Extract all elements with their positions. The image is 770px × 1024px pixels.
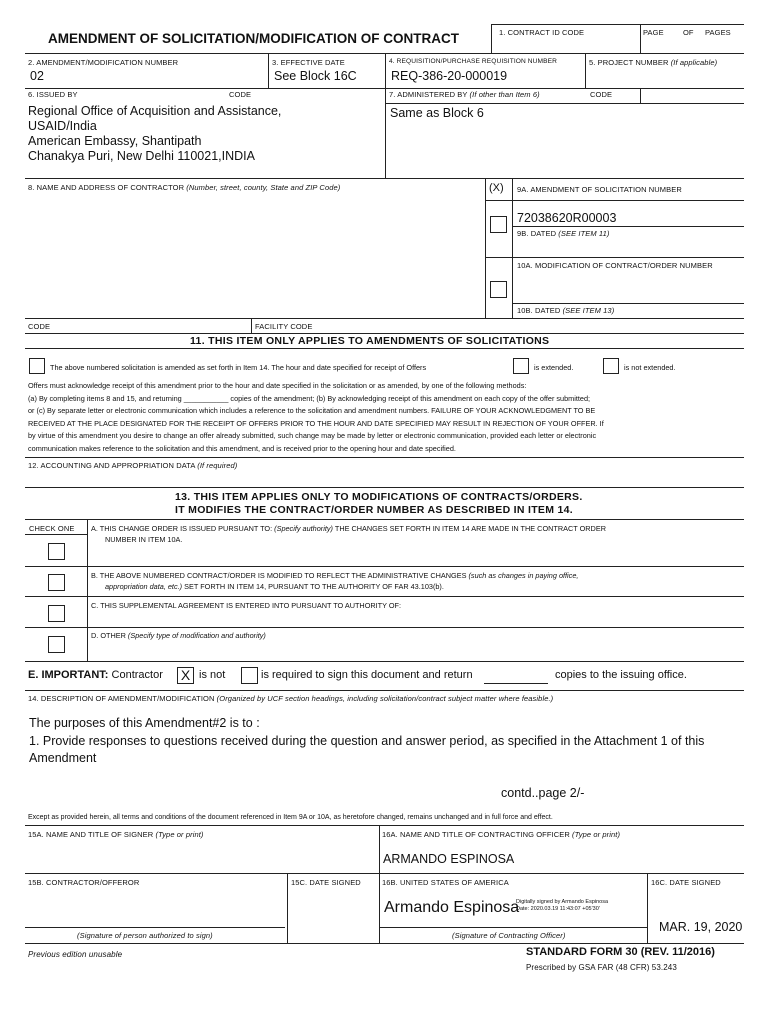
x-mark-header: (X) [489, 182, 504, 194]
copies-blank[interactable] [484, 683, 548, 684]
page-label: PAGE [643, 28, 664, 37]
effective-date-value: See Block 16C [274, 69, 357, 83]
rule [25, 596, 744, 597]
item13b-line1: B. THE ABOVE NUMBERED CONTRACT/ORDER IS MODIFIED TO REFLECT THE ADMINISTRATIVE CHANGES (such as changes in paying office, [91, 571, 579, 580]
officer-name-value: ARMANDO ESPINOSA [383, 852, 515, 866]
rule [379, 825, 380, 943]
item11-para-line: by virtue of this amendment you desire to change an offer already submitted, such change may be made by letter or electronic communication, provided each letter or electronic [28, 431, 597, 440]
rule [287, 873, 288, 943]
item14-label: 14. DESCRIPTION OF AMENDMENT/MODIFICATION (Organized by UCF section headings, including solicitation/contract subject matter where feasible.) [28, 694, 554, 703]
item14-line3: Amendment [29, 751, 97, 765]
rule [485, 200, 744, 201]
item11-para-line: or (c) By separate letter or electronic communication which includes a reference to the solicitation and amendment numbers. FAILURE OF YOUR ACKNOWLEDGMENT TO BE [28, 406, 596, 415]
dated-10b-label: 10B. DATED (SEE ITEM 13) [517, 306, 615, 315]
check-one-label: CHECK ONE [29, 524, 75, 533]
rule [25, 519, 744, 520]
contract-id-label: 1. CONTRACT ID CODE [499, 28, 585, 37]
requisition-value: REQ-386-20-000019 [391, 69, 508, 83]
issued-by-address [28, 104, 281, 164]
rule [485, 257, 744, 258]
administered-by-value: Same as Block 6 [390, 106, 484, 120]
date-signed-16c-label: 16C. DATE SIGNED [651, 878, 721, 887]
is-not-extended-checkbox[interactable] [603, 358, 619, 374]
issued-by-line: Regional Office of Acquisition and Assistance, [28, 104, 282, 118]
item13c-checkbox[interactable] [48, 605, 65, 622]
rule [251, 318, 252, 333]
rule [385, 53, 386, 178]
important-row [28, 669, 163, 681]
item11-para-line: RECEIVED AT THE PLACE DESIGNATED FOR THE RECEIPT OF OFFERS PRIOR TO THE HOUR AND DATE SPECIFIED MAY RESULT IN REJECTION OF YOUR OFFER. If [28, 418, 604, 428]
item13d-line: D. OTHER (Specify type of modification and authority) [91, 631, 266, 640]
item13b-line2: appropriation data, etc.) SET FORTH IN ITEM 14, PURSUANT TO THE AUTHORITY OF FAR 43.103(b). [105, 582, 444, 591]
signature-officer-caption: (Signature of Contracting Officer) [452, 931, 566, 940]
item12-label: 12. ACCOUNTING AND APPROPRIATION DATA (If required) [28, 461, 238, 470]
is-required-checkbox[interactable] [241, 667, 258, 684]
project-number-label: 5. PROJECT NUMBER (If applicable) [589, 58, 718, 67]
facility-code-label: FACILITY CODE [255, 322, 313, 331]
date-signed-16c-value: MAR. 19, 2020 [659, 920, 743, 934]
modification-contract-label: 10A. MODIFICATION OF CONTRACT/ORDER NUMBER [517, 261, 713, 270]
amendment-solicitation-value: 72038620R00003 [517, 211, 617, 225]
rule [585, 53, 586, 88]
effective-date-label: 3. EFFECTIVE DATE [272, 58, 345, 67]
item13c-line: C. THIS SUPPLEMENTAL AGREEMENT IS ENTERED INTO PURSUANT TO AUTHORITY OF: [91, 601, 402, 610]
rule [25, 627, 744, 628]
rule [647, 873, 648, 943]
rule [485, 178, 486, 318]
issued-by-line: USAID/India [28, 119, 97, 133]
previous-edition-note: Previous edition unusable [28, 950, 123, 959]
administered-by-label: 7. ADMINISTERED BY (If other than Item 6) [389, 90, 540, 99]
rule [25, 457, 744, 458]
item13a-line2: NUMBER IN ITEM 10A. [105, 535, 183, 544]
is-required-label: is required to sign this document and return [261, 669, 473, 681]
officer-16a-label: 16A. NAME AND TITLE OF CONTRACTING OFFICER (Type or print) [382, 830, 621, 839]
issued-code-label: CODE [229, 90, 252, 99]
rule [640, 88, 641, 103]
item11-title: 11. THIS ITEM ONLY APPLIES TO AMENDMENTS OF SOLICITATIONS [190, 335, 550, 347]
amendment-number-label: 2. AMENDMENT/MODIFICATION NUMBER [28, 58, 179, 67]
digital-signature-line: Digitally signed by Armando Espinosa [516, 899, 609, 905]
administered-code-label: CODE [590, 90, 613, 99]
check-10a-checkbox[interactable] [490, 281, 507, 298]
requisition-label: 4. REQUISITION/PURCHASE REQUISITION NUMBER [389, 58, 557, 65]
item11-paragraph [28, 380, 604, 455]
rule [87, 519, 88, 661]
rule [25, 690, 744, 691]
rule [25, 487, 744, 488]
item11-para-line: Offers must acknowledge receipt of this amendment prior to the hour and date specified in the solicitation or as amended, by one of the following methods: [28, 381, 527, 390]
copies-label: copies to the issuing office. [555, 669, 687, 681]
item11-line: The above numbered solicitation is amended as set forth in Item 14. The hour and date specified for receipt of Offers [50, 363, 427, 372]
rule [25, 927, 285, 928]
item11-para-line: (a) By completing items 8 and 15, and returning ___________ copies of the amendment; (b) By acknowledging receipt of this amendment on each copy of the offer submitted; [28, 393, 591, 403]
of-label: OF [683, 28, 694, 37]
digital-signature-stamp [516, 899, 608, 913]
rule [25, 318, 744, 319]
item13b-checkbox[interactable] [48, 574, 65, 591]
item14-line1: The purposes of this Amendment#2 is to : [29, 716, 260, 730]
contractor-15b-label: 15B. CONTRACTOR/OFFEROR [28, 878, 140, 887]
rule [25, 943, 744, 944]
contractor-label: 8. NAME AND ADDRESS OF CONTRACTOR (Number, street, county, State and ZIP Code) [28, 183, 341, 192]
item11-checkbox[interactable] [29, 358, 45, 374]
item13-title-2: IT MODIFIES THE CONTRACT/ORDER NUMBER AS DESCRIBED IN ITEM 14. [175, 504, 573, 516]
item14-contd: contd..page 2/- [501, 786, 585, 800]
amendment-solicitation-label: 9A. AMENDMENT OF SOLICITATION NUMBER [517, 185, 682, 194]
rule [491, 24, 744, 25]
item13d-checkbox[interactable] [48, 636, 65, 653]
is-extended-checkbox[interactable] [513, 358, 529, 374]
issued-by-line: Chanakya Puri, New Delhi 110021,INDIA [28, 149, 255, 163]
rule [25, 178, 744, 179]
item11-para-line: communication makes reference to the solicitation and this amendment, and is received prior to the opening hour and date specified. [28, 443, 456, 453]
signer-15a-label: 15A. NAME AND TITLE OF SIGNER (Type or print) [28, 830, 204, 839]
usa-16b-label: 16B. UNITED STATES OF AMERICA [382, 878, 509, 887]
issued-by-label: 6. ISSUED BY [28, 90, 78, 99]
item13-title-1: 13. THIS ITEM APPLIES ONLY TO MODIFICATIONS OF CONTRACTS/ORDERS. [175, 491, 583, 503]
is-not-extended-label: is not extended. [624, 363, 676, 372]
standard-form-label: STANDARD FORM 30 (REV. 11/2016) [526, 946, 715, 958]
digital-signature-name: Armando Espinosa [384, 899, 520, 916]
amendment-number-value: 02 [30, 69, 44, 83]
dated-9b-label: 9B. DATED (SEE ITEM 11) [517, 229, 610, 238]
rule [379, 927, 647, 928]
is-not-checkbox[interactable]: X [177, 667, 194, 684]
issued-by-line: American Embassy, Shantipath [28, 134, 202, 148]
contractor-code-label: CODE [28, 322, 51, 331]
rule [25, 348, 744, 349]
digital-signature-line: Date: 2020.03.19 11:43:07 +05'30' [516, 906, 600, 912]
check-9a-checkbox[interactable] [490, 216, 507, 233]
rule [640, 24, 641, 53]
pages-label: PAGES [705, 28, 731, 37]
footer-note: Except as provided herein, all terms and conditions of the document referenced in Item 9A or 10A, as heretofore changed, remains unchanged and in full force and effect. [28, 814, 553, 821]
prescribed-by-label: Prescribed by GSA FAR (48 CFR) 53.243 [526, 963, 677, 972]
rule [25, 661, 744, 662]
is-extended-label: is extended. [534, 363, 574, 372]
is-not-label: is not [199, 669, 226, 681]
rule [25, 825, 744, 826]
important-contractor: Contractor [111, 669, 163, 681]
date-signed-15c-label: 15C. DATE SIGNED [291, 878, 361, 887]
rule [25, 566, 744, 567]
item13a-line1: A. THIS CHANGE ORDER IS ISSUED PURSUANT TO: (Specify authority) THE CHANGES SET FORTH IN ITEM 14 ARE MADE IN THE CONTRACT ORDER [91, 524, 606, 533]
important-label: E. IMPORTANT: [28, 669, 109, 681]
rule [491, 24, 492, 53]
rule [512, 178, 513, 318]
signature-person-caption: (Signature of person authorized to sign) [77, 931, 213, 940]
rule [268, 53, 269, 88]
item13a-checkbox[interactable] [48, 543, 65, 560]
item14-line2: 1. Provide responses to questions received during the question and answer period, as specified in the Attachment 1 of this [29, 734, 705, 748]
rule [25, 873, 744, 874]
form-title: AMENDMENT OF SOLICITATION/MODIFICATION OF CONTRACT [48, 31, 459, 46]
rule [25, 333, 744, 334]
